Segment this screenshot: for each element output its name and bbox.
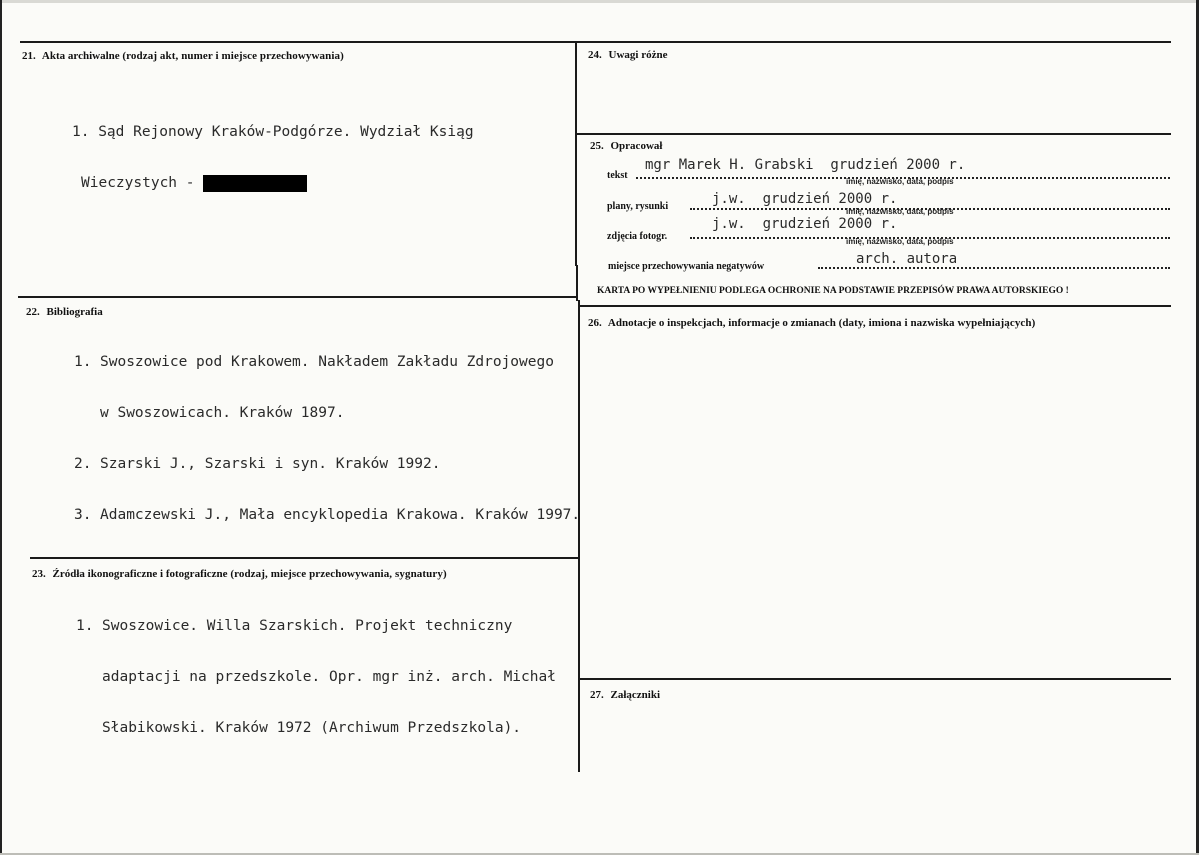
- section-22-number: 22.: [26, 306, 40, 318]
- top-rule-left: [20, 41, 576, 43]
- rule-26-27: [580, 678, 1171, 680]
- item-text-line-1: Sąd Rejonowy Kraków-Podgórze. Wydział Ksiąg: [98, 124, 474, 140]
- section-27-title: Załączniki: [610, 689, 661, 701]
- list-item: 3. Adamczewski J., Mała encyklopedia Krakowa. Kraków 1997.: [74, 507, 581, 523]
- section-21-number: 21.: [22, 50, 36, 62]
- field-line-negatywy: [818, 267, 1170, 269]
- section-21-header: [22, 50, 344, 62]
- field-label-zdjecia: zdjęcia fotogr.: [607, 231, 668, 242]
- section-22-list: [74, 320, 580, 541]
- rule-21-22: [18, 296, 578, 298]
- item-number: 1.: [72, 124, 90, 140]
- center-divider: [575, 41, 577, 266]
- list-item: w Swoszowicach. Kraków 1897.: [100, 405, 345, 421]
- field-caption-plany: imię, nazwisko, data, podpis: [846, 207, 954, 216]
- section-25-header: [590, 140, 662, 152]
- section-27-header: [590, 689, 660, 701]
- item-text-line-2: Wieczystych -: [81, 175, 204, 191]
- section-26-subtitle: (daty, imiona i nazwiska wypełniających): [838, 317, 1036, 329]
- section-22-header: [26, 306, 103, 318]
- field-label-tekst: tekst: [607, 170, 628, 181]
- section-25-title: Opracował: [610, 140, 663, 152]
- list-item: 2. Szarski J., Szarski i syn. Kraków 1992.: [74, 456, 441, 472]
- section-21-title: Akta archiwalne: [41, 50, 120, 62]
- section-26-number: 26.: [588, 317, 602, 329]
- section-23-subtitle: (rodzaj, miejsce przechowywania, sygnatury): [230, 568, 447, 580]
- section-24-number: 24.: [588, 49, 602, 61]
- section-24-title: Uwagi różne: [608, 49, 668, 61]
- section-23-header: [32, 568, 447, 580]
- field-value-zdjecia: j.w. grudzień 2000 r.: [712, 216, 898, 232]
- section-23-list: [76, 584, 556, 754]
- top-rule-right: [576, 41, 1171, 43]
- section-24-header: [588, 49, 667, 61]
- section-21-item-1: [72, 90, 474, 209]
- paper-top-edge: [0, 0, 1199, 3]
- list-item: 1. Swoszowice. Willa Szarskich. Projekt techniczny: [76, 618, 513, 634]
- section-27-number: 27.: [590, 689, 604, 701]
- field-value-tekst: mgr Marek H. Grabski grudzień 2000 r.: [645, 157, 966, 173]
- list-item: 1. Swoszowice pod Krakowem. Nakładem Zakładu Zdrojowego: [74, 354, 554, 370]
- field-value-negatywy: arch. autora: [856, 251, 958, 267]
- section-25-number: 25.: [590, 140, 604, 152]
- field-label-negatywy: miejsce przechowywania negatywów: [608, 261, 765, 272]
- section-21-subtitle: (rodzaj akt, numer i miejsce przechowywania): [122, 50, 344, 62]
- section-22-title: Bibliografia: [46, 306, 103, 318]
- section-23-title: Źródła ikonograficzne i fotograficzne: [52, 568, 228, 580]
- copyright-notice: KARTA PO WYPEŁNIENIU PODLEGA OCHRONIE NA PODSTAWIE PRZEPISÓW PRAWA AUTORSKIEGO !: [597, 286, 1069, 296]
- field-caption-tekst: imię, nazwisko, data, podpis: [846, 177, 954, 186]
- rule-24-25: [576, 133, 1171, 135]
- field-value-plany: j.w. grudzień 2000 r.: [712, 191, 898, 207]
- list-item: Słabikowski. Kraków 1972 (Archiwum Przedszkola).: [102, 720, 522, 736]
- redaction-bar: [203, 175, 307, 192]
- paper-left-edge: [0, 0, 2, 855]
- section-26-header: [588, 317, 1035, 329]
- field-label-plany: plany, rysunki: [607, 201, 669, 212]
- section-23-number: 23.: [32, 568, 46, 580]
- field-caption-zdjecia: imię, nazwisko, data, podpis: [846, 237, 954, 246]
- rule-22-23: [30, 557, 578, 559]
- rule-25-26: [578, 305, 1171, 307]
- list-item: adaptacji na przedszkole. Opr. mgr inż. arch. Michał: [102, 669, 556, 685]
- section-26-title: Adnotacje o inspekcjach, informacje o zmianach: [607, 317, 836, 329]
